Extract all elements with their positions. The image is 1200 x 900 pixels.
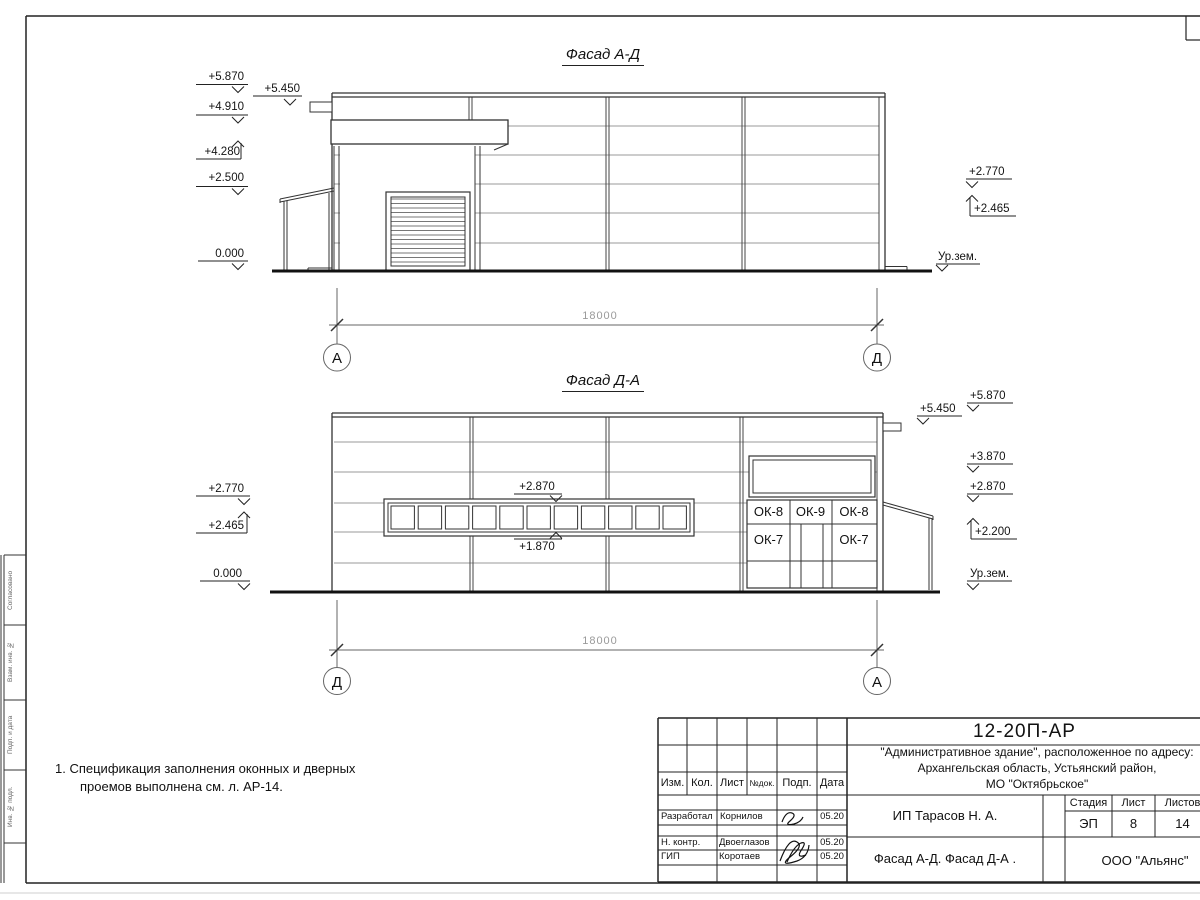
sign-role: Н. контр. [661,837,701,848]
rev-col-header: №док. [749,778,775,788]
elevation-mark: +3.870 [970,451,1006,463]
drawing-title: Фасад А-Д. Фасад Д-А . [873,851,1017,866]
facade-bottom-title: Фасад Д-А [513,372,693,389]
dimension-value: 18000 [582,635,618,647]
sign-role: ГИП [661,851,680,862]
rev-col-header: Лист [720,777,744,789]
document-number: 12-20П-АР [973,721,1076,742]
sign-name: Двоеглазов [719,837,770,848]
window-label: ОК-8 [753,504,784,519]
rev-col-header: Подп. [782,777,812,789]
sheet-number: 8 [1129,816,1138,831]
side-stamp-label: Подп. и дата [7,715,14,755]
elevation-mark: +2.870 [970,481,1006,493]
rev-col-header: Дата [819,777,845,789]
side-stamp-label: Взам. инв. № [7,641,14,683]
elevation-mark: +5.450 [264,83,300,95]
top-right-designation-box [1186,16,1200,40]
project-address-line: Архангельская область, Устьянский район, [917,761,1157,775]
rev-col-header: Кол. [691,777,713,789]
sign-name: Коротаев [719,851,761,862]
stage-value: ЭП [1079,816,1098,831]
facade-top-title: Фасад А-Д [513,46,693,63]
window-label: ОК-9 [795,504,826,519]
elevation-mark: +2.465 [208,520,244,532]
stage-label: Стадия [1069,797,1108,809]
ground-level-label: Ур.зем. [970,568,1010,580]
signature-strokes [780,813,809,864]
elevation-mark: +2.465 [974,203,1010,215]
elevation-mark: +5.870 [970,390,1006,402]
sheets-total: 14 [1175,816,1190,831]
window-elevation-mark: +1.870 [519,541,555,553]
sheets-label: Листов [1164,797,1200,809]
axis-letter: Д [331,673,343,691]
sign-name: Корнилов [720,811,763,822]
sign-date: 05.20 [820,811,844,822]
elevation-mark: +4.910 [208,101,244,113]
rev-col-header: Изм. [660,777,685,789]
elevation-mark: +2.770 [208,483,244,495]
company-name: ООО "Альянс" [1101,853,1189,868]
elevation-mark: +2.770 [969,166,1005,178]
side-stamp-label: Инв. № подл. [7,786,14,828]
sign-date: 05.20 [820,837,844,848]
sign-role: Разработал [661,811,713,822]
axis-letter: А [331,350,342,367]
facade-top-dimension [324,288,891,371]
elevation-mark: 0.000 [213,568,242,580]
client-name: ИП Тарасов Н. А. [892,808,998,823]
facade-bottom-drawing [270,413,940,592]
window-label: ОК-7 [839,532,869,547]
sign-date: 05.20 [820,851,844,862]
elevation-mark: 0.000 [215,248,244,260]
elevation-mark: +5.450 [920,403,956,415]
note-line-2: проемов выполнена см. л. АР-14. [80,779,283,794]
side-stamp-label: Согласовано [7,570,14,610]
elevation-mark: +4.280 [204,146,240,158]
dimension-value: 18000 [582,310,618,322]
note-line-1: 1. Спецификация заполнения оконных и дверных [55,761,356,776]
project-address-line: "Административное здание", расположенное по адресу: [880,745,1194,759]
facade-top-drawing [272,93,932,271]
project-address-line: МО "Октябрьское" [985,777,1089,791]
window-elevation-mark: +2.870 [519,481,555,493]
ground-level-label: Ур.зем. [938,251,978,263]
sheet-label: Лист [1121,797,1146,809]
axis-letter: Д [871,350,883,367]
window-label: ОК-8 [839,504,869,519]
window-label: ОК-7 [753,532,784,547]
elevation-mark: +2.200 [975,526,1011,538]
elevation-mark: +2.500 [208,172,244,184]
axis-letter: А [871,673,882,691]
elevation-mark: +5.870 [208,71,244,83]
